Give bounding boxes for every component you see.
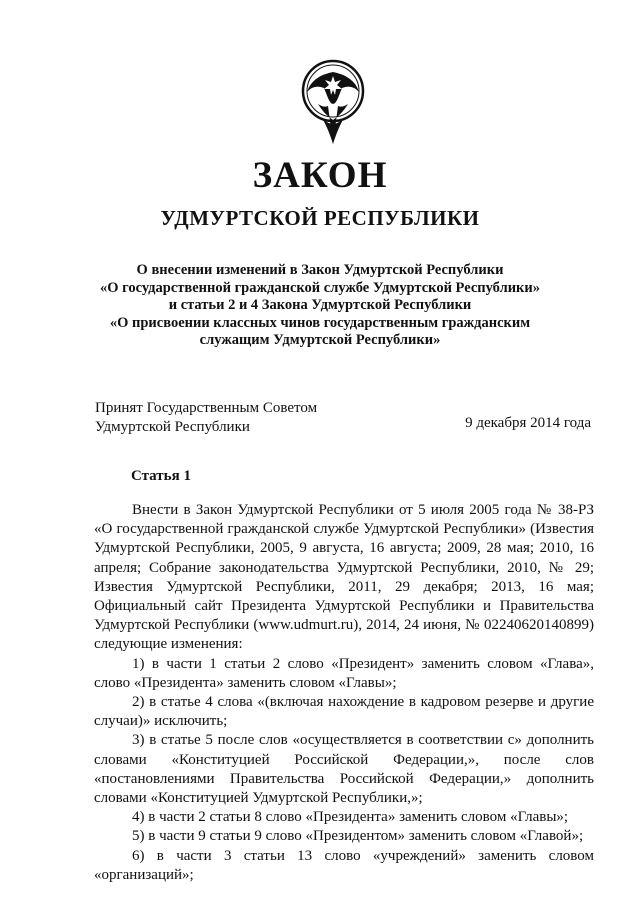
adoption-date: 9 декабря 2014 года [465,415,591,431]
paragraph: 6) в части 3 статьи 13 слово «учреждений» заменить словом «организаций»; [94,847,594,883]
adoption-line: Удмуртской Республики [95,419,250,435]
adoption-note [95,399,317,437]
paragraph: 4) в части 2 статьи 8 слово «Президента» заменить словом «Главы»; [132,809,569,826]
document-title: ЗАКОН [252,155,388,196]
article-body [94,501,594,885]
coat-of-arms-icon [300,58,366,148]
adoption-line: Принят Государственным Советом [95,400,318,416]
law-heading [60,262,580,350]
paragraph: 5) в части 9 статьи 9 слово «Президентом» заменить словом «Главой»; [132,828,584,845]
heading-line: и статьи 2 и 4 Закона Удмуртской Республики [168,297,472,313]
heading-line: «О государственной гражданской службе Удмуртской Республики» [99,279,541,296]
document-subtitle: УДМУРТСКОЙ РЕСПУБЛИКИ [160,206,480,230]
paragraph: 3) в статье 5 после слов «осуществляется в соответствии с» дополнить словами «Конституцией Российской Федерации,», после слов «постановлениями Правительства Российской Федерации,» дополнить словами «Конституцией Удмуртской Республики,»; [94,732,594,807]
paragraph: 1) в части 1 статьи 2 слово «Президент» заменить словом «Глава», слово «Президента» заменить словом «Главы»; [94,655,594,691]
article-title: Статья 1 [131,468,191,484]
heading-line: «О присвоении классных чинов государственным гражданским [109,314,531,331]
paragraph: Внести в Закон Удмуртской Республики от 5 июля 2005 года № 38-РЗ «О государственной гражданской службе Удмуртской Республики» (Известия Удмуртской Республики, 2005, 9 августа, 16 августа; 2009, 28 мая; 2010, 16 апреля; Собрание законодательства Удмуртской Республики, 2010, № 29; Известия Удмуртской Республики, 2011, 29 декабря; 2013, 16 мая; Официальный сайт Президента Удмуртской Республики и Правительства Удмуртской Республики (www.udmurt.ru), 2014, 24 июня, № 02240620140899) следующие изменения: [94,502,594,653]
paragraph: 2) в статье 4 слова «(включая нахождение в кадровом резерве и другие случаи)» исключить; [94,694,594,730]
heading-line: служащим Удмуртской Республики» [199,332,441,348]
heading-line: О внесении изменений в Закон Удмуртской Республики [136,262,504,278]
